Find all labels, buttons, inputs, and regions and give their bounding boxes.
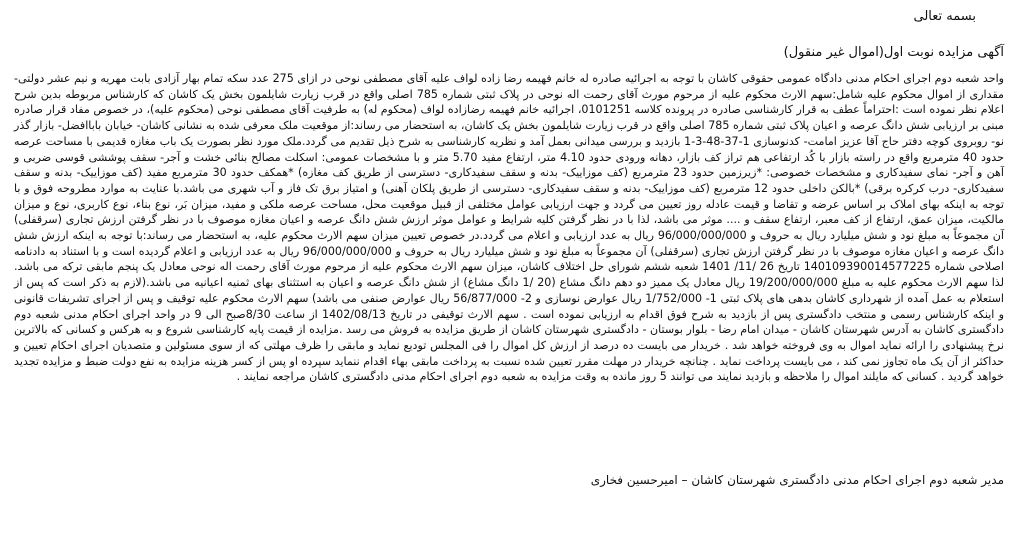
notice-title: آگهی مزایده نوبت اول(اموال غیر منقول) bbox=[783, 45, 1004, 60]
notice-body-text: واحد شعبه دوم اجرای احکام مدنی دادگاه عمومی حقوقی کاشان با توجه به اجرائیه صادره له خانم فهیمه رضا زاده لواف علیه آقای مصطفی نوحی در ازای 275 عدد سکه تمام بهار آزادی بابت مهریه و نیم عشر دولتی- مقداری از اموال محکوم علیه شامل:سهم الارث محکوم علیه از مرحوم مورث آقای رحمت اله نوحی در پلاک ثبتی شماره 785 اصلی واقع در قرب زیارت شایلمون بخش یک کاشان که کارشناس مربوطه بدین شرح اعلام نظر نموده است :احتراماً عطف به قرار کارشناسی صادره در پرونده کلاسه 0101251، اجرائیه خانم فهیمه رضازاده لواف (محکوم له) به طرفیت آقای مصطفی نوحی (محکوم علیه)، در خصوص مفاد قرار صادره مبنی بر ارزیابی شش دانگ عرصه و اعیان پلاک ثبتی شماره 785 اصلی واقع در قرب زیارت شایلمون بخش یک کاشان، به استحضار می رساند:از موقعیت ملک معرفی شده به نشانی کاشان- خیابان باباافضل- بازار گذر نو- روبروی کوچه دفتر حاج آقا عزیز امامت- کدنوسازی 1-37-48-3-1 بازدید و بررسی میدانی بعمل آمد و نظریه کارشناسی به شرح ذیل تقدیم می گردد.ملک مورد نظر بصورت یک باب مغازه قدیمی با مساحت عرصه حدود 40 مترمربع واقع در راسته بازار با کُد ارتفاعی هم تراز کف بازار، دهانه ورودی حدود 4.10 متر، ارتفاع مفید 5.70 متر و با مشخصات عمومی: اسکلت مصالح بنائی خشت و آجر- سقف پوششی قوسی ضربی و آهن و آجر- نمای سفیدکاری و مشخصات خصوصی: *زیرزمین حدود 23 مترمربع (کف موزاییک- بدنه و سقف سفیدکاری- دسترسی از طریق کف مغازه) *همکف حدود 30 مترمربع مفید (کف موزاییک- بدنه و سقف سفیدکاری- درب کرکره برقی) *بالکن داخلی حدود 12 مترمربع (کف موزاییک- بدنه و سقف سفیدکاری- دسترسی از طریق پلکان آهنی) و امتیاز برق تک فاز و آب شهری می باشد.با عنایت به موارد مطروحه فوق و با توجه به اینکه بهای املاک بر اساس عرضه و تقاضا و قیمت عادله روز تعیین می گردد و جهت ارزیابی عوامل مختلفی از قبیل موقعیت محل، مساحت عرصه ملکی و مفید، میزان بَر، نوع بناء، نوع کاربری، نوع و میزان مالکیت، میزان عمق، ارتفاع از کف معبر، ارتفاع سقف و .... موثر می باشد، لذا با در نظر گرفتن کلیه شرایط و عوامل موثر ارزش شش دانگ عرصه و اعیان مغازه موصوف با در نظر گرفتن ارزش تجاری (سرقفلی) آن مجموعاً به مبلغ نود و شش میلیارد ریال به حروف و 96/000/000/000 ریال به عدد ارزیابی و اعلام می گردد.در خصوص تعیین میزان سهم الارث محکوم علیه، به استحضار می رساند:با توجه به اینکه ارزش شش دانگ عرصه و اعیان مغازه موصوف با در نظر گرفتن ارزش تجاری (سرقفلی) آن مجموعاً به مبلغ نود و شش میلیارد ریال به حروف و 96/000/000/000 ریال به عدد ارزیابی و اعلام گردیده است و با استناد به دادنامه اصلاحی شماره 140109390014577225 تاریخ 26 /11/ 1401 شعبه ششم شورای حل اختلاف کاشان، میزان سهم الارث محکوم علیه از مرحوم مورث آقای رحمت اله نوحی معادل یک پنجم مابقی ترکه می باشد. لذا سهم الارث محکوم علیه به مبلغ 19/200/000/000 ریال معادل یک ممیز دو دهم دانگ مشاع (20 /1 دانگ مشاع) از شش دانگ عرصه و اعیان به استثنای بهای ثمنیه اعیانیه می باشد.(لازم به ذکر است که پس از استعلام به عمل آمده از شهرداری کاشان بدهی های پلاک ثبتی 1- 1/752/000 ریال عوارض نوسازی و 2- 56/877/000 ریال عوارض صنفی می باشد) سهم الارث محکوم علیه توقیف و پس از اجرای تشریفات قانونی و اینکه کارشناس رسمی و منتخب دادگستری پس از بازدید به شرح فوق اقدام به ارزیابی نموده است . سهم الارث توقیفی در تاریخ 1402/08/13 از ساعت 8/30صبح الی 9 در واحد اجرای احکام مدنی شعبه دوم دادگستری کاشان به آدرس شهرستان کاشان - میدان امام رضا - بلوار بوستان - دادگستری شهرستان کاشان از طریق مزایده به فروش می رسد .مزایده از قیمت پایه کارشناسی شروع و به هرکس و کسانی که بالاترین نرخ پیشنهادی را ارائه نماید اموال به وی فروخته خواهد شد . خریدار می بایست ده درصد از ارزش کل اموال را فی المجلس تودیع نماید و مابقی را ظرف مهلتی که از سوی مسئولین و متصدیان اجرای احکام تعیین و حداکثر از آن یک ماه تجاوز نمی کند ، می بایست پرداخت نماید . چنانچه خریدار در مهلت مقرر تعیین شده نسبت به پرداخت مابقی بهاء اقدام ننماید سپرده او پس از کسر هزینه مزایده به نفع دولت ضبط و مزایده تجدید خواهد گردید . کسانی که مایلند اموال را ملاحظه و بازدید نمایند می توانند 5 روز مانده به وقت مزایده به شعبه دوم اجرای احکام مدنی دادگستری کاشان مراجعه نمایند . bbox=[14, 72, 1005, 384]
signature-line: مدیر شعبه دوم اجرای احکام مدنی دادگستری شهرستان کاشان – امیرحسین فخاری bbox=[590, 473, 1004, 487]
basmala-heading: بسمه تعالی bbox=[913, 9, 976, 24]
